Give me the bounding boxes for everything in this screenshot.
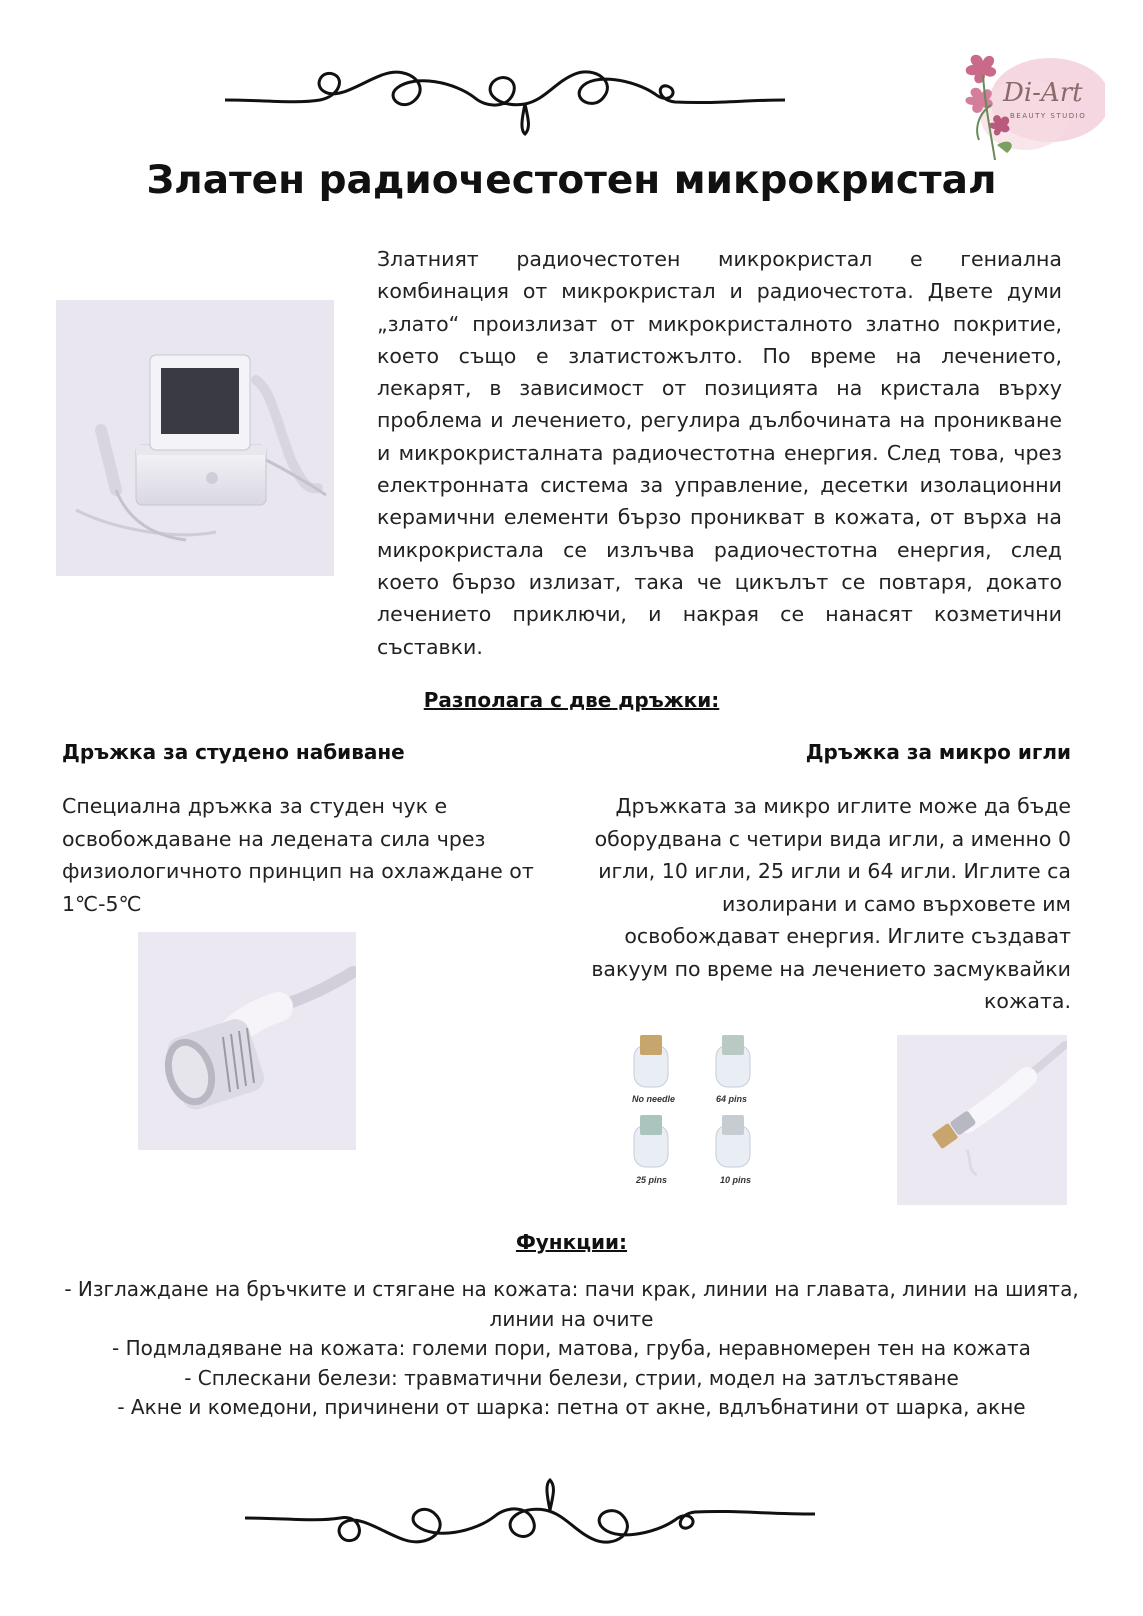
micro-handle-photo [897, 1035, 1067, 1205]
pin-label: 25 pins [636, 1175, 668, 1185]
cold-handle-text: Специална дръжка за студен чук е освобождаване на ледената сила чрез физиологичното принцип на охлаждане от 1℃-5℃ [62, 794, 534, 916]
list-item: - Сплескани белези: травматични белези, стрии, модел на затлъстяване [184, 1365, 959, 1390]
list-item: - Подмладяване на кожата: големи пори, матова, груба, неравномерен тен на кожата [112, 1336, 1031, 1360]
logo-tagline: BEAUTY STUDIO [1010, 112, 1087, 120]
intro-paragraph: Златният радиочестотен микрокристал е гениална комбинация от микрокристал и радиочестота. Двете думи „злато“ произлизат от микрокристалното златно покритие, което също е златистожълто. По време на лечението, лекарят, в зависимост от позицията на кристала върху проблема и лечението, регулира дълбочината на проникване и микрокристалната радиочестотна енергия. След това, чрез електронната система за управление, десетки изолационни керамични елементи бързо проникват в кожата, от върха на микрокристала се излъчва радиочестотна енергия, след което бързо излизат, така че цикълът се повтаря, докато лечението приключи, и накрая се нанасят козметични съставки. [377, 247, 1062, 659]
micro-handle-text: Дръжката за микро иглите може да бъде оборудвана с четири вида игли, а именно 0 игли, 10 игли, 25 игли и 64 игли. Иглите са изолирани и само върховете им освобождават енергия. Иглите създават вакуум по време на лечението засмуквайки кожата. [591, 794, 1071, 1013]
pin-label: No needle [632, 1094, 676, 1104]
device-photo [56, 300, 334, 576]
cold-handle-title: Дръжка за студено набиване [62, 740, 405, 764]
list-item: - Акне и комедони, причинени от шарка: петна от акне, вдлъбнатини от шарка, акне [117, 1395, 1026, 1419]
micro-handle-title: Дръжка за микро игли [805, 740, 1071, 764]
bottom-flourish-icon [245, 1478, 815, 1563]
handles-heading: Разполага с две дръжки: [423, 688, 720, 712]
logo-name: Di-Art [1003, 78, 1083, 108]
cold-handle-photo [138, 932, 356, 1150]
page-title: Златен радиочестотен микрокристал [146, 158, 997, 203]
list-item: - Изглаждане на бръчките и стягане на кожата: пачи крак, линии на главата, линии на шията, линии на очите [64, 1277, 1079, 1331]
needle-tips-photo [620, 1030, 780, 1195]
pin-label: 64 pins [716, 1094, 748, 1104]
pin-label: 10 pins [720, 1175, 752, 1185]
functions-heading: Функции: [515, 1230, 628, 1254]
functions-list [50, 1275, 1093, 1423]
top-flourish-icon [225, 60, 785, 140]
